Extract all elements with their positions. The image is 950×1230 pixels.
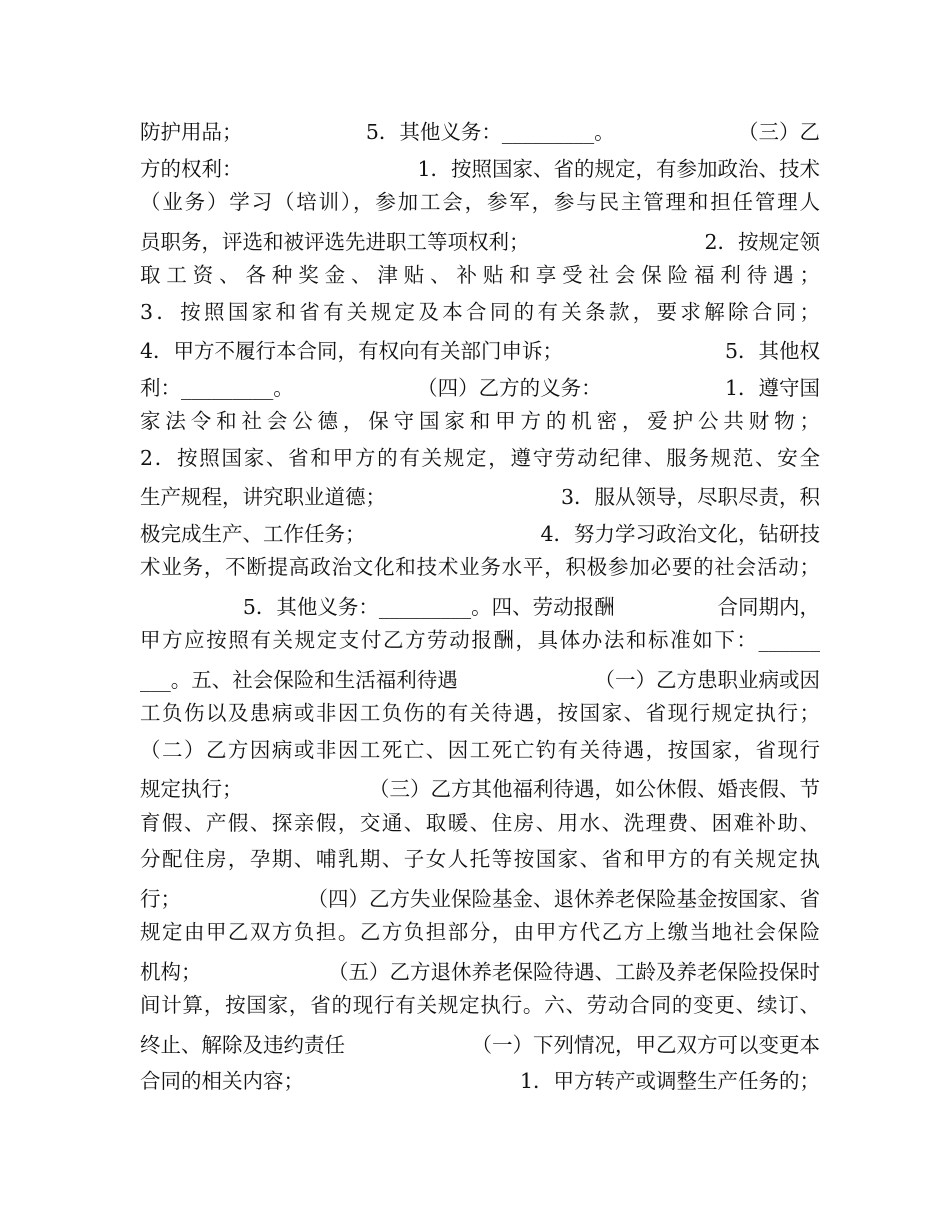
text-line: （二）乙方因病或非因工死亡、因工死亡钓有关待遇，按国家，省现行 bbox=[140, 737, 820, 762]
text-segment: 4．甲方不履行本合同，有权向有关部门申诉； bbox=[140, 339, 564, 364]
text-segment: （一）乙方患职业病或因 bbox=[594, 667, 820, 692]
text-line bbox=[140, 769, 820, 806]
text-line: （业务）学习（培训），参加工会，参军，参与民主管理和担任管理人 bbox=[140, 190, 820, 214]
text-segment: 极完成生产、工作任务； bbox=[140, 521, 366, 546]
text-segment: （四）乙方失业保险基金、退休养老保险基金按国家、省 bbox=[307, 886, 820, 911]
text-line bbox=[140, 149, 820, 186]
text-segment: 4．努力学习政治文化，钻研技 bbox=[540, 521, 820, 546]
text-segment: （三）乙方其他福利待遇，如公休假、婚丧假、节 bbox=[369, 777, 820, 802]
text-line: 分配住房，孕期、哺乳期、子女人托等按国家、省和甲方的有关规定执 bbox=[140, 847, 820, 871]
text-segment: （三）乙 bbox=[737, 120, 820, 145]
text-segment: （五）乙方退休养老保险待遇、工龄及养老保险投保时 bbox=[328, 959, 820, 984]
text-line bbox=[140, 1025, 820, 1062]
text-segment: 5．其他义务：_________。 bbox=[365, 120, 615, 145]
text-segment: 5．其他义务：_________。四、劳动报酬 bbox=[242, 594, 615, 619]
text-segment: 行； bbox=[140, 886, 181, 911]
text-line: 2．按照国家、省和甲方的有关规定，遵守劳动纪律、服务规范、安全 bbox=[140, 445, 820, 470]
text-line bbox=[140, 1061, 820, 1098]
text-segment: 合同期内， bbox=[717, 594, 820, 619]
text-segment: 方的权利： bbox=[140, 156, 243, 181]
text-line: 育假、产假、探亲假，交通、取暖、住房、用水、洗理费、困难补助、 bbox=[140, 810, 820, 835]
text-line bbox=[140, 952, 820, 989]
text-line: 取工资、各种奖金、津贴、补贴和享受社会保险福利待遇； bbox=[140, 263, 820, 287]
text-segment: 1．按照国家、省的规定，有参加政治、技术 bbox=[417, 156, 820, 181]
text-segment: 员职务，评选和被评选先进职工等项权利； bbox=[140, 229, 530, 254]
text-segment: 终止、解除及违约责任 bbox=[140, 1032, 345, 1057]
text-segment: 生产规程，讲究职业道德； bbox=[140, 485, 386, 510]
text-segment: 2．按规定领 bbox=[704, 229, 820, 254]
text-segment: （四）乙方的义务： bbox=[417, 375, 602, 400]
text-line: 3．按照国家和省有关规定及本合同的有关条款，要求解除合同； bbox=[140, 299, 820, 324]
text-segment: 3．服从领导，尽职尽责，积 bbox=[560, 485, 820, 510]
text-segment: 规定执行； bbox=[140, 777, 243, 802]
text-segment: ___。五、社会保险和生活福利待遇 bbox=[140, 667, 458, 692]
text-segment: 防护用品； bbox=[140, 120, 243, 145]
text-segment: （一）下列情况，甲乙双方可以变更本 bbox=[471, 1032, 820, 1057]
text-line bbox=[140, 477, 820, 514]
text-line bbox=[140, 222, 820, 259]
text-line bbox=[140, 660, 820, 697]
text-line: 家法令和社会公德，保守国家和甲方的机密，爱护公共财物； bbox=[140, 409, 820, 433]
text-segment: 1．甲方转产或调整生产任务的； bbox=[519, 1069, 820, 1094]
text-segment: 5．其他权 bbox=[724, 339, 820, 364]
text-line: 规定由甲乙双方负担。乙方负担部分，由甲方代乙方上缴当地社会保险 bbox=[140, 920, 820, 944]
text-line: 工负伤以及患病或非因工负伤的有关待遇，按国家、省现行规定执行； bbox=[140, 701, 820, 725]
text-segment: 利：_________。 bbox=[140, 375, 294, 400]
text-line bbox=[140, 368, 820, 405]
contract-text-body bbox=[140, 112, 820, 1098]
text-line bbox=[140, 112, 820, 149]
text-line bbox=[140, 587, 820, 624]
text-line: 术业务，不断提高政治文化和技术业务水平，积极参加必要的社会活动； bbox=[140, 555, 820, 579]
text-line: 甲方应按照有关规定支付乙方劳动报酬，具体办法和标准如下：______ bbox=[140, 628, 820, 652]
text-line bbox=[140, 514, 820, 551]
text-line: 间计算，按国家，省的现行有关规定执行。六、劳动合同的变更、续订、 bbox=[140, 993, 820, 1017]
text-segment: 1．遵守国 bbox=[724, 375, 820, 400]
text-segment: 机构； bbox=[140, 959, 202, 984]
text-segment: 合同的相关内容； bbox=[140, 1069, 304, 1094]
text-line bbox=[140, 879, 820, 916]
text-line bbox=[140, 331, 820, 368]
